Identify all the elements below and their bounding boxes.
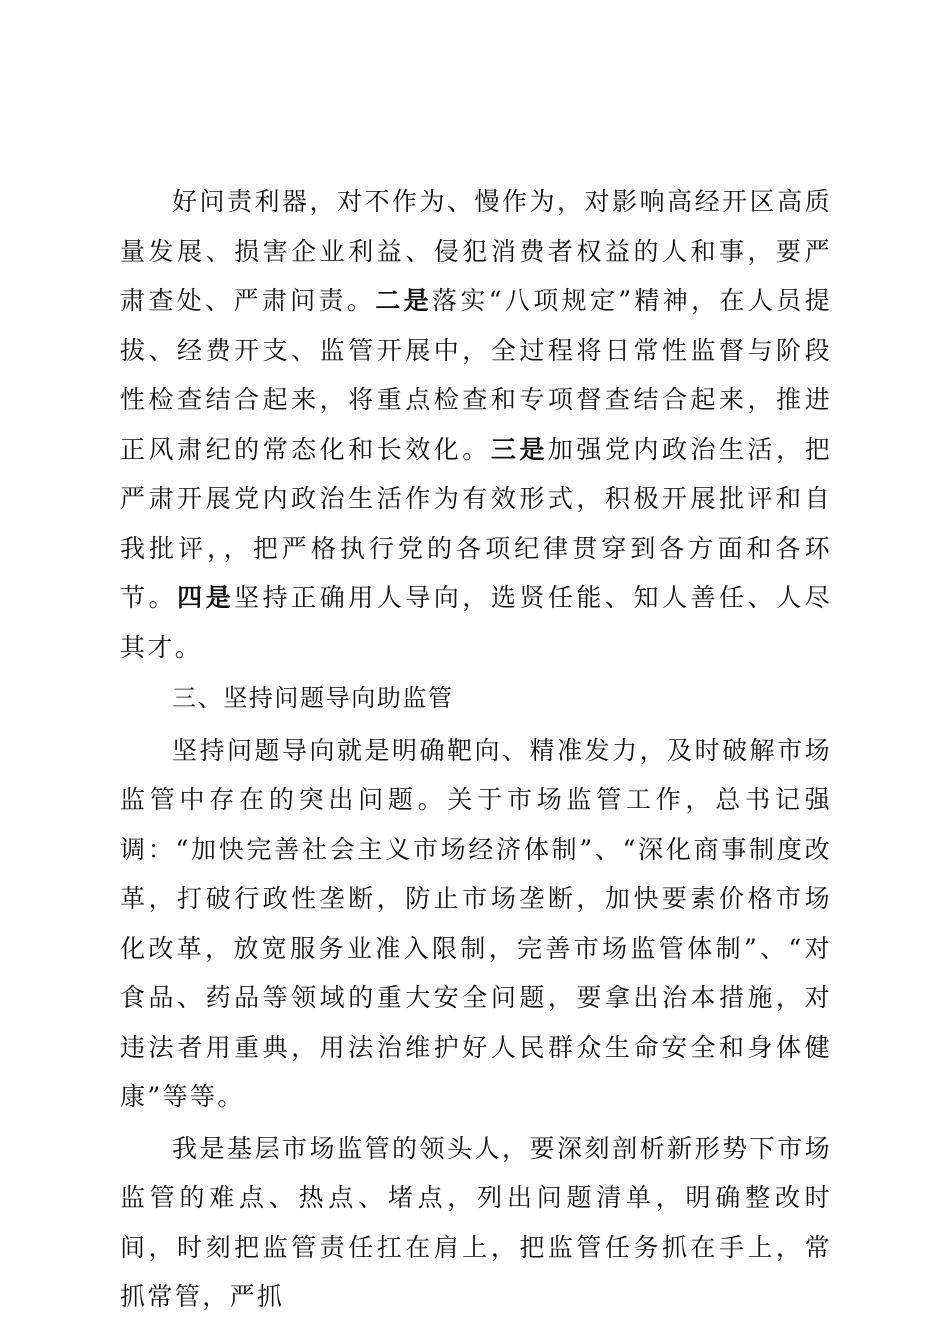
para1-seg0: 好问责利器，对不作为、慢作为，对影响高经开区高质量发展、损害企业利益、侵犯消费者权益的人和事，要严肃查处、严肃问责。 [120,187,832,315]
para1-seg6: 坚持正确用人导向，选贤任能、知人善任、人尽其才。 [120,583,833,662]
para1-lead-four: 四是 [177,583,235,612]
para1-seg4: 加强党内政治生活，把严肃开展党内政治生活作为有效形式，积极开展批评和自我批评，，把严格执行党的各项纪律贯穿到各方面和各环节。 [120,434,832,612]
para1-seg2: 落实“八项规定”精神，在人员提拔、经费开支、监管开展中，全过程将日常性监督与阶段性检查结合起来，将重点检查和专项督查结合起来，推进正风肃纪的常态化和长效化。 [120,286,832,464]
section-heading-three: 三、坚持问题导向助监管 [172,684,454,712]
paragraph-accountability [120,177,832,672]
para1-lead-two: 二是 [375,286,432,315]
document-body [120,177,832,1322]
para1-lead-three: 三是 [490,434,548,464]
paragraph-problem-orientation: 坚持问题导向就是明确靶向、精准发力，及时破解市场监管中存在的突出问题。关于市场监管工作，总书记强调：“加快完善社会主义市场经济体制”、“深化商事制度改革，打破行政性垄断，防止市场垄断，加快要素价格市场化改革，放宽服务业准入限制，完善市场监管体制”、“对食品、药品等领域的重大安全问题，要拿出治本措施，对违法者用重典，用法治维护好人民群众生命安全和身体健康”等等。 [120,735,832,1111]
paragraph-grassroots-leader: 我是基层市场监管的领头人，要深刻剖析新形势下市场监管的难点、热点、堵点，列出问题清单，明确整改时间，时刻把监管责任扛在肩上，把监管任务抓在手上，常抓常管，严抓 [120,1133,832,1311]
